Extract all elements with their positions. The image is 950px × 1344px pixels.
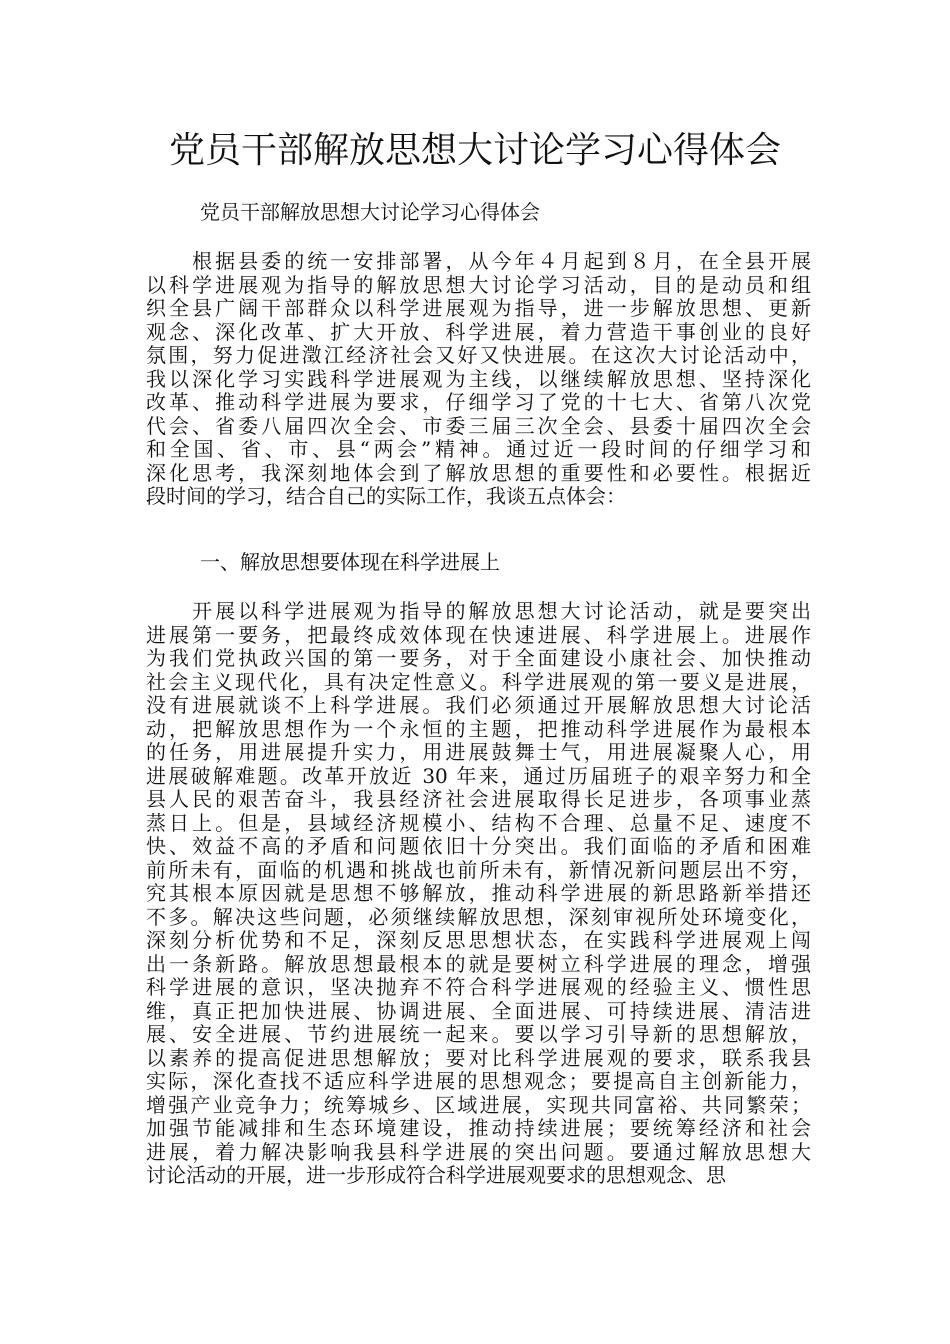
paragraph-section-1	[146, 600, 811, 1188]
text-line: 观念、深化改革、扩大开放、科学进展，着力营造干事创业的良好	[146, 319, 811, 344]
text-line: 加强节能减排和生态环境建设，推动持续进展；要统筹经济和社会	[146, 1116, 811, 1140]
text-line: 深化思考，我深刻地体会到了解放思想的重要性和必要性。根据近	[146, 460, 811, 485]
text-line: 出一条新路。解放思想最根本的就是要树立科学进展的理念，增强	[146, 951, 811, 976]
text-line: 进展第一要务，把最终成效体现在快速进展、科学进展上。进展作	[146, 622, 811, 647]
text-line: 以科学进展观为指导的解放思想大讨论学习活动，目的是动员和组	[146, 272, 811, 297]
text-line: 的任务，用进展提升实力，用进展鼓舞士气，用进展凝聚人心，用	[146, 740, 811, 764]
text-line: 我以深化学习实践科学进展观为主线，以继续解放思想、坚持深化	[146, 366, 811, 391]
text-line: 和全国、省、市、县“两会”精神。通过近一段时间的仔细学习和	[146, 437, 811, 461]
text-line: 动，把解放思想作为一个永恒的主题，把推动科学进展作为最根本	[146, 716, 811, 741]
text-line: 段时间的学习，结合自己的实际工作，我谈五点体会：	[146, 484, 626, 508]
text-line: 深刻分析优势和不足，深刻反思思想状态，在实践科学进展观上闯	[146, 928, 811, 952]
text-line: 蒸日上。但是，县域经济规模小、结构不合理、总量不足、速度不	[146, 810, 811, 835]
text-line: 讨论活动的开展，进一步形成符合科学进展观要求的思想观念、思	[146, 1163, 726, 1187]
text-line: 进展破解难题。改革开放近 30 年来，通过历届班子的艰辛努力和全	[146, 763, 811, 788]
text-line: 科学进展的意识，坚决抛弃不符合科学进展观的经验主义、惯性思	[146, 975, 811, 999]
text-line: 增强产业竞争力；统筹城乡、区域进展，实现共同富裕、共同繁荣；	[146, 1092, 811, 1117]
text-line: 县人民的艰苦奋斗，我县经济社会进展取得长足进步，各项事业蒸	[146, 787, 811, 811]
text-line: 氛围，努力促进澂江经济社会又好又快进展。在这次大讨论活动中，	[146, 343, 811, 367]
paragraph-intro	[146, 250, 811, 509]
text-line: 以素养的提高促进思想解放；要对比科学进展观的要求，联系我县	[146, 1045, 811, 1070]
document-subtitle: 党员干部解放思想大讨论学习心得体会	[200, 200, 540, 224]
text-line: 快、效益不高的矛盾和问题依旧十分突出。我们面临的矛盾和困难	[146, 834, 811, 858]
section-heading-1: 一、解放思想要体现在科学进展上	[200, 550, 500, 574]
text-line: 维，真正把加快进展、协调进展、全面进展、可持续进展、清洁进	[146, 998, 811, 1023]
text-line: 改革、推动科学进展为要求，仔细学习了党的十七大、省第八次党	[146, 390, 811, 414]
text-line: 进展，着力解决影响我县科学进展的突出问题。要通过解放思想大	[146, 1139, 811, 1164]
text-line: 不多。解决这些问题，必须继续解放思想，深刻审视所处环境变化，	[146, 904, 811, 929]
text-line: 前所未有，面临的机遇和挑战也前所未有，新情况新问题层出不穷，	[146, 857, 811, 882]
text-line: 为我们党执政兴国的第一要务，对于全面建设小康社会、加快推动	[146, 646, 811, 670]
text-line: 代会、省委八届四次全会、市委三届三次全会、县委十届四次全会	[146, 413, 811, 438]
text-line: 实际，深化查找不适应科学进展的思想观念；要提高自主创新能力，	[146, 1069, 811, 1093]
text-line: 根据县委的统一安排部署，从今年４月起到８月，在全县开展	[146, 249, 811, 273]
text-line: 织全县广阔干部群众以科学进展观为指导，进一步解放思想、更新	[146, 296, 811, 320]
text-line: 社会主义现代化，具有决定性意义。科学进展观的第一要义是进展，	[146, 669, 811, 694]
text-line: 究其根本原因就是思想不够解放，推动科学进展的新思路新举措还	[146, 881, 811, 905]
text-line: 展、安全进展、节约进展统一起来。要以学习引导新的思想解放，	[146, 1022, 811, 1046]
document-title: 党员干部解放思想大讨论学习心得体会	[168, 130, 781, 171]
text-line: 开展以科学进展观为指导的解放思想大讨论活动，就是要突出	[146, 599, 811, 623]
text-line: 没有进展就谈不上科学进展。我们必须通过开展解放思想大讨论活	[146, 693, 811, 717]
